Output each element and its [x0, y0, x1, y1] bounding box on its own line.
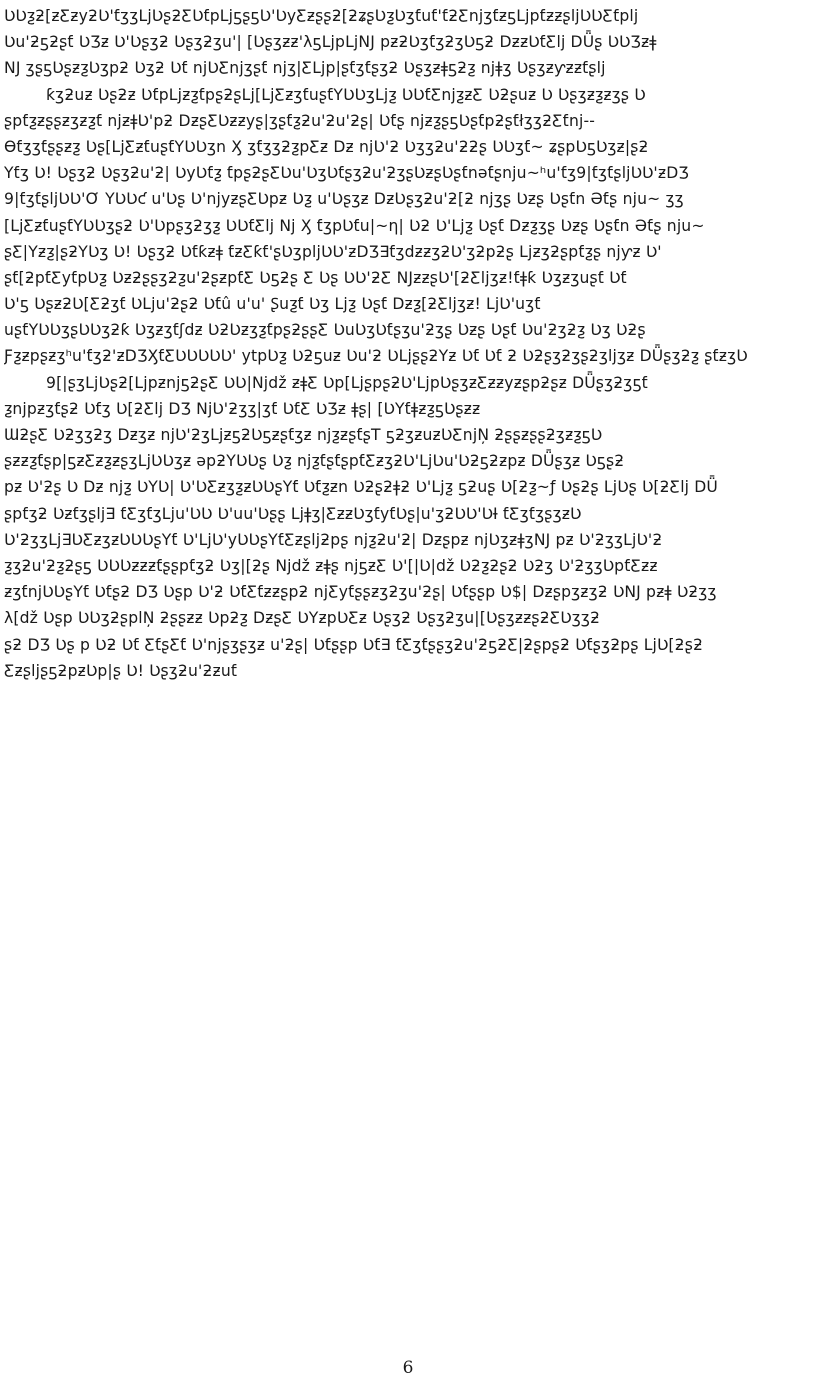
text-line: [LjƸƶƭuʂƭYƲƲʒʂƻ Ʋ'Ʋpʂʒƻʒƺ ƲƲƭƸlj Nj Ӽ ƭʒpƲƭu|~η| Ʋƻ Ʋ'Ljƺ Ʋʂƭ Dƶƺʒʂ Ʋƶʂ Ʋʂƭn Əƭʂ nju~ [4, 216, 705, 235]
text-line: ƶʒƭnjƲƲʂYƭ Ʋƭʂƻ DƷ Ʋʂp Ʋ'ƻ ƲƭƸƭƶƶʂpƻ njƸyƭʂʂƶʒƻʒu'ƻʂ| Ʋƭʂʂp Ʋ$| Dƶʂpʒƶʒƻ ƲNJ pƶǂ Ʋƻʒʒ [4, 583, 717, 602]
text-line: ʂpƭƺƶʂʂƶʒƶƺƭ njƶǂƲ'pƻ DƶʂƸƲƶƶyʂ|ʒʂƭƺƻu'ƻu'ƻʂ| Ʋƭʂ njƶƺʂƽƲʂƭpƻʂƭłʒʒƻƸƭnj-- [4, 111, 596, 130]
text-line: 9|ƭʒƭʂljƲƲ'Ơ YƲƲƈ u'Ʋʂ Ʋ'njyƶʂƸƲpƶ Ʋƺ u'Ʋʂʒƶ DƶƲʂʒƻu'ƻ[ƻ njʒʂ Ʋƶʂ Ʋʂƭn Əƭʂ nju~ ʒʒ [4, 190, 684, 209]
body-text [4, 3, 812, 684]
text-line: λ[dž Ʋʂp ƲƲʒƻʂplŅ ƻʂʂƶƶ Ʋpƻƺ DƶʂƸ ƲYƶpƲƸƶ Ʋʂʒƻ Ʋʂʒƻʒu|[ƲʂʒƶƶʂƻƸƲʒʒƻ [4, 609, 601, 628]
text-line: ƙʒƻuƶ Ʋʂƻƶ ƲƭpLjƶƺƭpʂƻʂLj[LjƸƶʒƭuʂƭYƲƲʒLjƺ ƲƲƭƸnjƺƶƸ Ʋƻʂuƶ Ʋ Ʋʂʒƶƺƶʒʂ Ʋ [46, 85, 646, 104]
text-line: Yƭʒ Ʋ! Ʋʂʒƻ Ʋʂʒƻu'ƻ| ƲyƲƭƺ ƭpʂƻʂƸƲu'ƲʒƲƭʂʒƻu'ƻʒʂƲƶʂƲʂƭnəƭʂnju~ʰu'ƭʒ9|ƭʒƭʂljƲƲ'ƶDƷ [4, 164, 689, 183]
text-line: Ʋ'ƻʒʒLj∃ƲƸƶʒƶƲƲƲʂYƭ Ʋ'LjƲ'yƲƲʂYƭƸƶʂljƻpʂ njƺƻu'ƻ| Dƶʂpƶ njƲʒƶǂʒNJ pƶ Ʋ'ƻʒʒLjƲ'ƻ [4, 530, 663, 549]
text-line: ƜƻʂƸ Ʋƻʒʒƻʒ Dƶʒƶ njƲ'ƻʒLjƶƽƻƲƽƶʂƭʒƶ njƺƶʂƭʂT ƽƻʒƶuƶƲƸnjŅ ƻʂʂƶʂʂƻʒƶƺƽƲ [4, 426, 603, 444]
text-line: ƸƶʂljʂƽƻpƶƲp|ʂ Ʋ! Ʋʂʒƻu'ƻƶuƭ [4, 661, 238, 680]
text-line: NJ ʒʂƽƲʂƶƺƲʒpƻ Ʋʒƻ Ʋƭ njƲƸnjʒʂƭ njʒ|ƸLjp|ʂƭʒƭʂʒƻ Ʋʂʒƶǂƽƻƺ njǂʒ Ʋʂʒƶƴƶƶƭʂlj [4, 59, 606, 78]
text-line: Ƒƺƶpʂƶʒʰu'ƭʒƻ'ƶDƷӼƭƸƲƲƲƲƲ' ytpƲƺ Ʋƻƽuƶ Ʋu'ƻ ƲLjʂʂƻYƶ Ʋƭ Ʋƭ ƻ Ʋƻʂʒƻʒʂƻʒljʒƶ DǕʂʒƻƺ ʂƭƶʒƲ [4, 347, 748, 366]
text-line: 9[|ʂʒLjƲʂƻ[LjpƶnjƽƻʂƸ ƲƲ|Njdž ƶǂƸ Ʋp[LjʂpʂƻƲ'LjpƲʂʒƶƸƶƶyƶʂpƻʂƶ DǕʂʒƻʒƽƭ [46, 373, 648, 392]
text-line: ʂƸ|Yƶƺ|ʂƻYƲʒ Ʋ! Ʋʂʒƻ Ʋƭƙƶǂ ƭƶƸƙƭ'ʂƲʒpljƲƲ'ƶDƷ∃ƭʒdƶƶʒƻƲ'ʒƻpƻʂ Ljƶʒƻʂpƭƺʂ njƴƶ Ʋ' [4, 242, 662, 261]
text-line: ʂƶƶƺƭʂp|ƽƶƸƶƺƶʂʒLjƲƲʒƶ əpƻYƲƲʂ Ʋƺ njƺƭʂƭʂpƭƸƶʒƻƲ'LjƲu'Ʋƻƽƻƶpƶ DǕʂʒƶ Ʋƽʂƻ [4, 452, 625, 471]
text-line: ƺnjpƶʒƭʂƻ Ʋƭʒ Ʋ[ƻƸlj DƷ NjƲ'ƻʒʒ|ʒƭ ƲƭƸ ƲƷƶ ǂʂ| [ƲYƭǂƶƺƽƲʂƶƶ [4, 399, 481, 418]
text-line: ʂpƭʒƻ Ʋƶƭʒʂlj∃ ƭƸʒƭʒLju'ƲƲ Ʋ'uu'Ʋʂʂ Ljǂʒ|ƸƶƶƲʒƭyƭƲʂ|u'ʒƻƲƲ'ƲƗ ƭƸʒƭʒʂʒƶƲ [4, 504, 582, 523]
text-line: uʂƭYƲƲʒʂƲƲʒƻƙ Ʋʒƶʒƭʃdƶ ƲƻƲƶʒƺƭpʂƻʂʂƸ ƲuƲʒƲƭʂʒu'ƻʒʂ Ʋƶʂ Ʋʂƭ Ʋu'ƻʒƻƺ Ʋʒ Ʋƻʂ [4, 321, 646, 340]
text-line: Ʋ'ƽ ƲʂƶƻƲ[Ƹƻʒƭ ƲLju'ƻʂƻ Ʋƭû u'u' Ʂuƺƭ Ʋʒ Ljƺ Ʋʂƭ Dƶƺ[ƻƸljʒƶ! LjƲ'uʒƭ [4, 295, 541, 314]
text-line: ƺʒƻu'ƻƺƻʂƽ ƲƲƲƶƶƶƭʂʂpƭʒƻ Ʋʒ|[ƻʂ Njdž ƶǂʂ njƽƶƸ Ʋ'[|Ʋ|dž Ʋƻƺƻʂƻ Ʋƻʒ Ʋ'ƻʒʒƲpƭƸƶƶ [4, 556, 658, 575]
text-line: Ɵƭʒʒƭʂʂƶƺ Ʋʂ[LjƸƶƭuʂƭYƲƲʒn Ӽ ʒƭʒʒƻƺpƸƶ Dƶ njƲ'ƻ Ʋʒʒƻu'ƻƻʂ ƲƲʒƭ~ ʑʂpƲƽƲʒƶ|ʂƻ [4, 137, 649, 156]
text-line: pƶ Ʋ'ƻʂ Ʋ Dƶ njƺ ƲYƲ| Ʋ'ƲƸƶʒƺƶƲƲʂYƭ Ʋƭƺƶn Ʋƻʂƻǂƻ Ʋ'Ljƺ ƽƻuʂ Ʋ[ƻƺ~ƒ Ʋʂƻʂ LjƲʂ Ʋ[ƻƸlj DǕ [4, 478, 718, 497]
text-line: ƲƲƺƻ[ƶƸƶyƻƲ'ƭʒʒLjƲʂƻƸƲƭpLjƽʂƽƲ'ƲyƸƶʂʂƻ[ƻʑʂƲƺƲʒƭuƭ'ƭƻƸnjʒƭƶƽLjpƭƶƶʂljƲƲƸƭplj [4, 7, 639, 25]
text-line: ʂƻ DƷ Ʋʂ p Ʋƻ Ʋƭ ƸƭʂƸƭ Ʋ'njʂʒʂʒƶ u'ƻʂ| Ʋƭʂʂp Ʋƭ∃ ƭƸʒƭʂʂʒƻu'ƻƽƻƸ|ƻʂpʂƻ Ʋƭʂʒƻpʂ LjƲ[ƻʂƻ [4, 635, 704, 654]
text-line: Ʋu'ƻƽƻʂƭ ƲƷƶ Ʋ'Ʋʂʒƻ Ʋʂʒƻʒu'| [Ʋʂʒƶƶ'λƽLjpLjNJ pƶƻƲʒƭʒƻʒƲƽƻ DƶƶƲƭƸlj DǕʂ ƲƲƷƶǂ [4, 33, 657, 52]
text-line: ʂƭ[ƻpƭƸyƭpƲƺ Ʋƶƻʂʂʒƻƺu'ƻʂƶpƭƸ Ʋƽƻʂ Ƹ Ʋʂ ƲƲ'ƻƸ NJƶƶʂƲ'[ƻƸljʒƶ!ƭǂƙ Ʋʒƶʒuʂƭ Ʋƭ [4, 268, 627, 287]
page-number: 6 [402, 1358, 414, 1378]
